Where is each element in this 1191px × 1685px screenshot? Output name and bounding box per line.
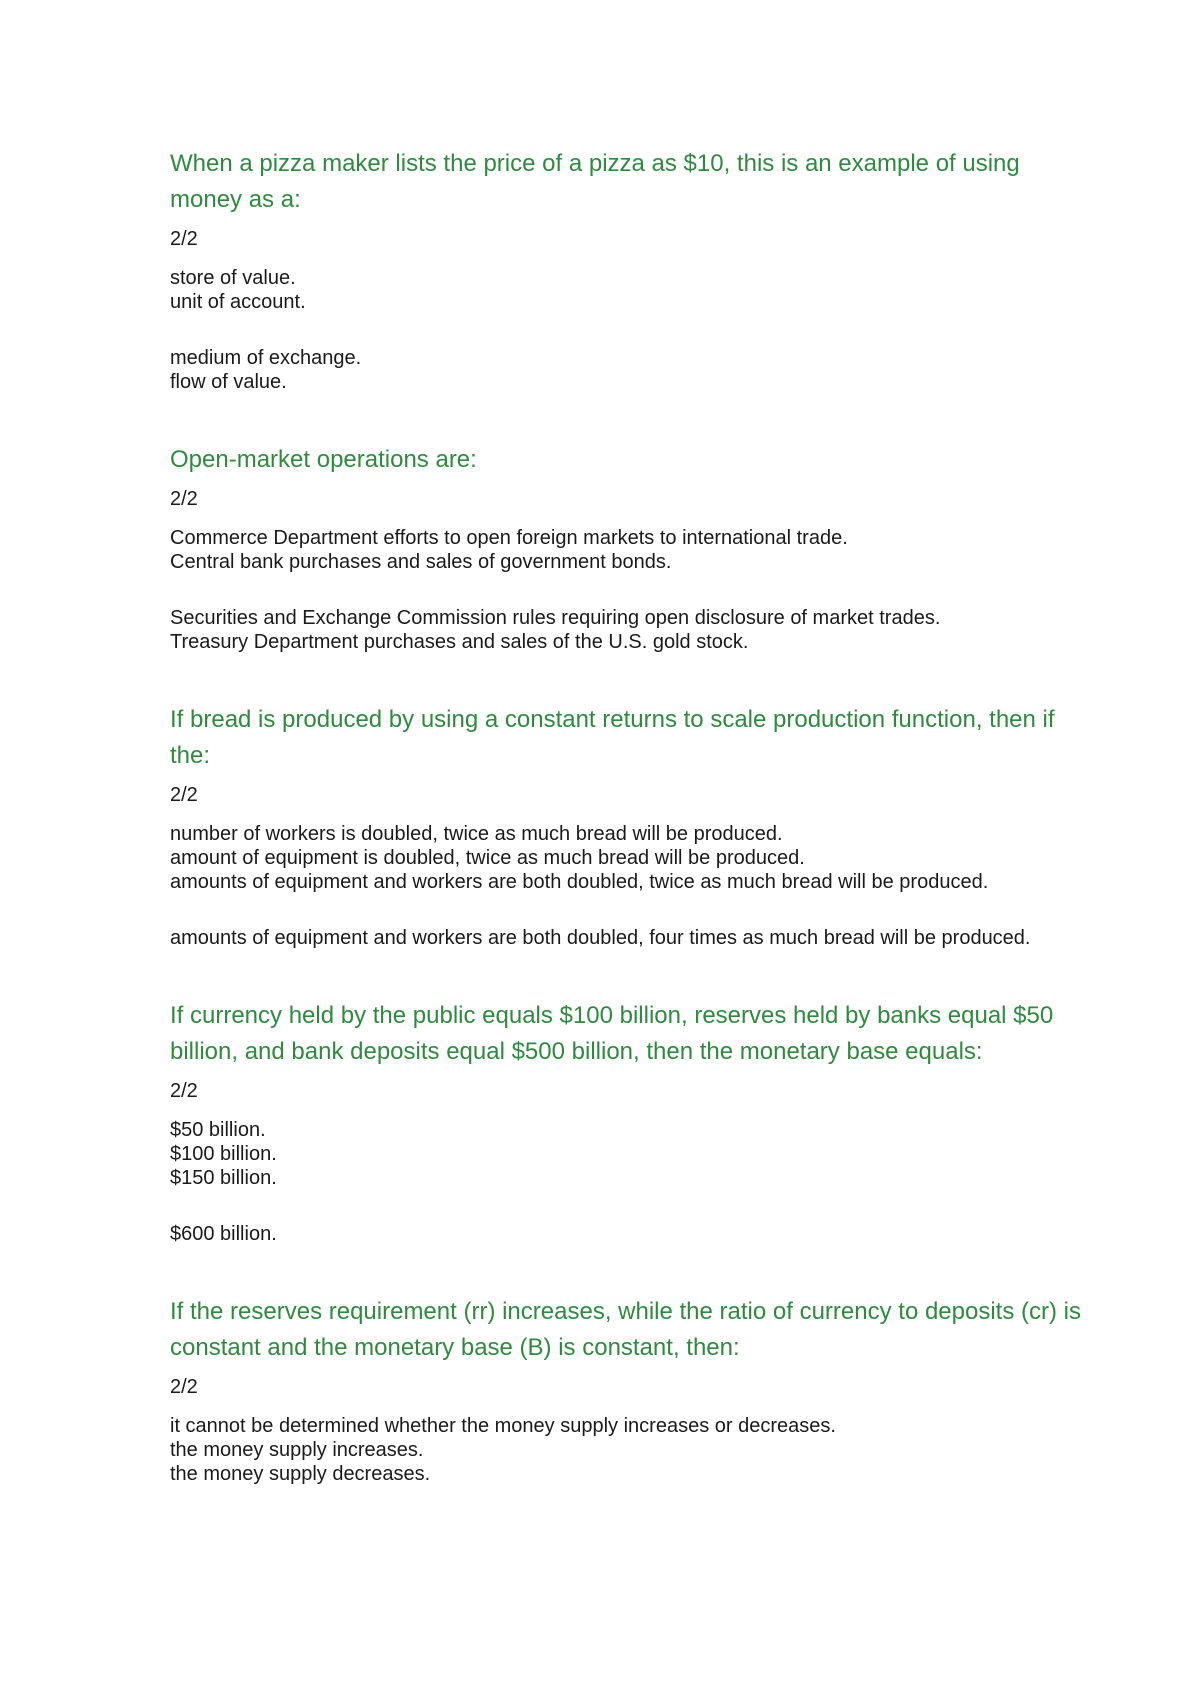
question-block <box>170 998 1090 1246</box>
answer-option: $50 billion. <box>170 1119 266 1141</box>
answer-options <box>170 822 1090 950</box>
quiz-results-page <box>170 146 1090 1534</box>
answer-options <box>170 1414 1090 1486</box>
answer-option: amount of equipment is doubled, twice as much bread will be produced. <box>170 847 805 869</box>
answer-options <box>170 526 1090 654</box>
answer-options <box>170 1118 1090 1246</box>
answer-option: amounts of equipment and workers are both doubled, twice as much bread will be produced. <box>170 871 989 893</box>
answer-option: Treasury Department purchases and sales of the U.S. gold stock. <box>170 631 749 653</box>
answer-option: Commerce Department efforts to open foreign markets to international trade. <box>170 527 848 549</box>
answer-option: the money supply increases. <box>170 1439 424 1461</box>
answer-option: it cannot be determined whether the money supply increases or decreases. <box>170 1415 836 1437</box>
question-block <box>170 1294 1090 1486</box>
question-score: 2/2 <box>170 784 198 806</box>
question-text: If bread is produced by using a constant returns to scale production function, then if the: <box>170 706 1055 769</box>
question-score: 2/2 <box>170 488 198 510</box>
question-score: 2/2 <box>170 228 198 250</box>
question-block <box>170 702 1090 950</box>
question-text: Open-market operations are: <box>170 446 477 473</box>
question-block <box>170 146 1090 394</box>
answer-option: store of value. <box>170 267 296 289</box>
answer-option: $600 billion. <box>170 1223 277 1245</box>
answer-option: $150 billion. <box>170 1167 277 1189</box>
answer-option: the money supply decreases. <box>170 1463 431 1485</box>
answer-option: Securities and Exchange Commission rules requiring open disclosure of market trades. <box>170 607 941 629</box>
answer-option: amounts of equipment and workers are both doubled, four times as much bread will be produced. <box>170 927 1031 949</box>
question-text: If the reserves requirement (rr) increases, while the ratio of currency to deposits (cr) is constant and the monetary base (B) is constant, then: <box>170 1298 1081 1361</box>
answer-option: unit of account. <box>170 291 306 313</box>
question-block <box>170 442 1090 654</box>
answer-option: medium of exchange. <box>170 347 362 369</box>
answer-option: Central bank purchases and sales of government bonds. <box>170 551 672 573</box>
answer-options <box>170 266 1090 394</box>
question-text: If currency held by the public equals $100 billion, reserves held by banks equal $50 billion, and bank deposits equal $500 billion, then the monetary base equals: <box>170 1002 1054 1065</box>
question-score: 2/2 <box>170 1376 198 1398</box>
question-score: 2/2 <box>170 1080 198 1102</box>
answer-option: $100 billion. <box>170 1143 277 1165</box>
question-text: When a pizza maker lists the price of a pizza as $10, this is an example of using money as a: <box>170 150 1020 213</box>
answer-option: number of workers is doubled, twice as much bread will be produced. <box>170 823 783 845</box>
answer-option: flow of value. <box>170 371 287 393</box>
